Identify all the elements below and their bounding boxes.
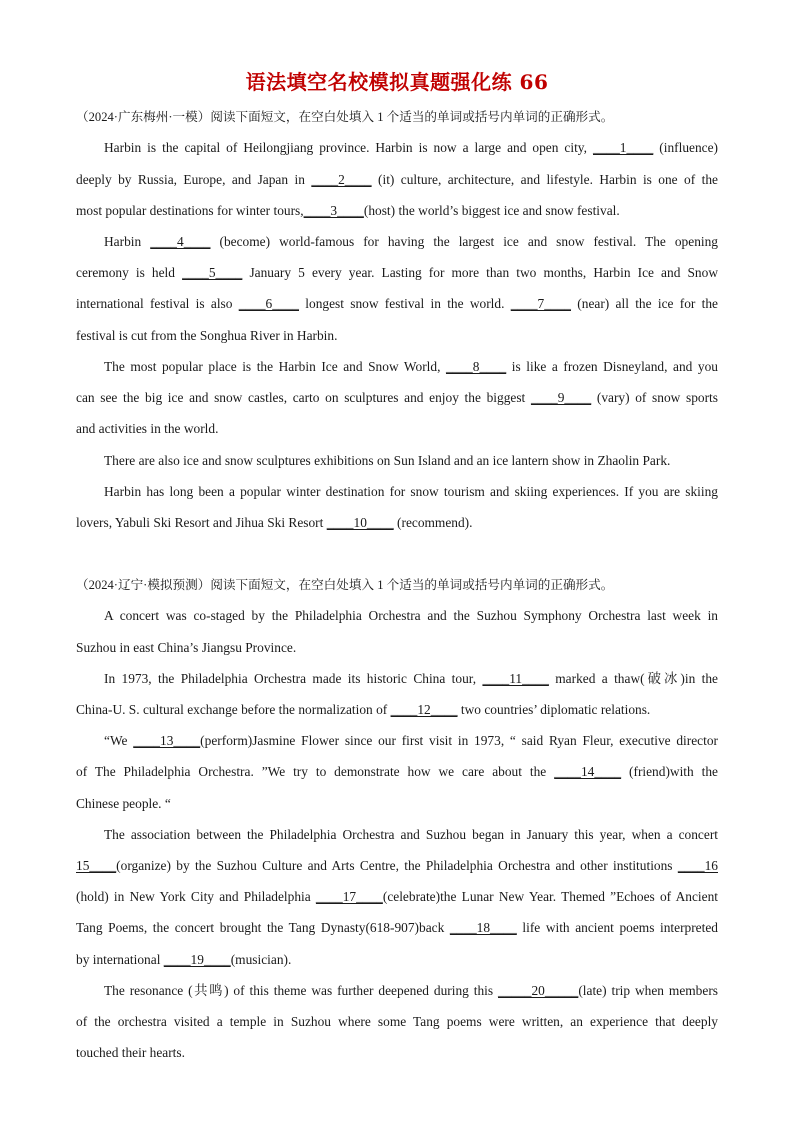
answer-blank[interactable]: ____13____	[133, 733, 201, 748]
passage-text: marked a thaw(破冰)in the	[548, 671, 718, 686]
passage-text: most popular destinations for winter tours,	[76, 203, 304, 218]
answer-blank[interactable]: ____12____	[390, 702, 458, 717]
passage-text: Suzhou in east China’s Jiangsu Province.	[76, 640, 297, 655]
passage-text: Chinese people. “	[76, 796, 171, 811]
passage-text: deeply by Russia, Europe, and Japan in	[76, 172, 312, 187]
text-line	[76, 856, 718, 876]
passage-text: lovers, Yabuli Ski Resort and Jihua Ski Resort	[76, 515, 327, 530]
passage-text: longest snow festival in the world.	[299, 296, 511, 311]
text-line	[76, 794, 718, 814]
passage-text: Harbin has long been a popular winter destination for snow tourism and skiing experiences. If you are skiing	[104, 484, 718, 499]
passage-text: of The Philadelphia Orchestra. ”We try to demonstrate how we care about the	[76, 764, 555, 779]
answer-blank[interactable]: ____7____	[510, 296, 571, 311]
text-line	[76, 388, 718, 408]
passage-text: (vary) of snow sports	[591, 390, 718, 405]
answer-blank[interactable]: ____10____	[326, 515, 394, 530]
passage-text: touched their hearts.	[76, 1045, 185, 1060]
section-instruction: （2024·广东梅州·一模）阅读下面短文，在空白处填入 1 个适当的单词或括号内单词的正确形式。	[76, 110, 614, 124]
text-line	[104, 606, 718, 626]
passage-text: Harbin	[104, 234, 151, 249]
passage-text: is like a frozen Disneyland, and you	[506, 359, 718, 374]
text-line	[76, 887, 718, 907]
answer-blank[interactable]: ____8____	[445, 359, 507, 374]
passage-text: (influence)	[653, 140, 719, 155]
passage-text: (musician).	[230, 952, 292, 967]
answer-blank[interactable]: 15____	[76, 858, 117, 873]
section-instruction: （2024·辽宁·模拟预测）阅读下面短文，在空白处填入 1 个适当的单词或括号内单词的正确形式。	[76, 578, 614, 592]
passage-text: (hold) in New York City and Philadelphia	[76, 889, 316, 904]
passage-text: life with ancient poems interpreted	[516, 920, 718, 935]
text-line	[104, 451, 718, 471]
passage-text: There are also ice and snow sculptures exhibitions on Sun Island and an ice lantern show in Zhaolin Park.	[104, 453, 671, 468]
answer-blank[interactable]: ____2____	[311, 172, 372, 187]
passage-text: festival is cut from the Songhua River in Harbin.	[76, 328, 338, 343]
passage-text: (perform)Jasmine Flower since our first visit in 1973, “ said Ryan Fleur, executive director	[200, 733, 718, 748]
passage-text: A concert was co-staged by the Philadelphia Orchestra and the Suzhou Symphony Orchestra last week in	[104, 608, 718, 623]
text-line	[76, 326, 718, 346]
answer-blank[interactable]: ____1____	[593, 140, 654, 155]
answer-blank[interactable]: ____6____	[238, 296, 299, 311]
text-line	[76, 918, 718, 938]
passage-text: In 1973, the Philadelphia Orchestra made its historic China tour,	[104, 671, 483, 686]
passage-text: can see the big ice and snow castles, carto on sculptures and enjoy the biggest	[76, 390, 531, 405]
text-line	[104, 232, 718, 252]
passage-text: Harbin is the capital of Heilongjiang province. Harbin is now a large and open city,	[104, 140, 593, 155]
passage-text: China-U. S. cultural exchange before the normalization of	[76, 702, 391, 717]
text-line	[104, 138, 718, 158]
passage-text: by international	[76, 952, 164, 967]
answer-blank[interactable]: ____16	[677, 858, 718, 873]
text-line	[104, 981, 718, 1001]
text-line	[76, 762, 718, 782]
passage-text: Tang Poems, the concert brought the Tang Dynasty(618-907)back	[76, 920, 450, 935]
text-line	[104, 357, 718, 377]
passage-text: and activities in the world.	[76, 421, 219, 436]
passage-text: (become) world-famous for having the largest ice and snow festival. The opening	[210, 234, 718, 249]
text-line	[104, 731, 718, 751]
passage-text: (it) culture, architecture, and lifestyle. Harbin is one of the	[371, 172, 718, 187]
answer-blank[interactable]: ____4____	[150, 234, 211, 249]
text-line	[104, 482, 718, 502]
passage-text: of the orchestra visited a temple in Suzhou where some Tang poems were written, an experience that deeply	[76, 1014, 718, 1029]
text-line	[76, 638, 718, 658]
answer-blank[interactable]: ____19____	[163, 952, 231, 967]
passage-text: (celebrate)the Lunar New Year. Themed ”Echoes of Ancient	[382, 889, 718, 904]
text-line	[76, 201, 718, 221]
passage-text: January 5 every year. Lasting for more than two months, Harbin Ice and Snow	[242, 265, 718, 280]
text-line	[76, 513, 718, 533]
passage-text: “We	[104, 733, 134, 748]
passage-text: (organize) by the Suzhou Culture and Arts Centre, the Philadelphia Orchestra and other institutions	[116, 858, 678, 873]
passage-text: The association between the Philadelphia Orchestra and Suzhou began in January this year, when a concert	[104, 827, 718, 842]
passage-text: ceremony is held	[76, 265, 183, 280]
text-line	[76, 263, 718, 283]
passage-text: two countries’ diplomatic relations.	[457, 702, 651, 717]
text-line	[76, 419, 718, 439]
page-title: 语法填空名校模拟真题强化练 66	[245, 70, 549, 94]
answer-blank[interactable]: ____18____	[449, 920, 517, 935]
passage-text: (recommend).	[393, 515, 473, 530]
text-line	[76, 1043, 718, 1063]
passage-text: international festival is also	[76, 296, 239, 311]
text-line	[76, 294, 718, 314]
passage-text: (friend)with the	[621, 764, 718, 779]
text-line	[76, 1012, 718, 1032]
text-line	[76, 700, 718, 720]
answer-blank[interactable]: ____17____	[315, 889, 383, 904]
answer-blank[interactable]: ____3____	[303, 203, 364, 218]
answer-blank[interactable]: ____5____	[182, 265, 243, 280]
answer-blank[interactable]: ____11____	[482, 671, 549, 686]
passage-text: (near) all the ice for the	[571, 296, 718, 311]
passage-text: (host) the world’s biggest ice and snow festival.	[363, 203, 620, 218]
text-line	[76, 950, 718, 970]
text-line	[104, 825, 718, 845]
passage-text: The most popular place is the Harbin Ice and Snow World,	[104, 359, 446, 374]
text-line	[104, 669, 718, 689]
answer-blank[interactable]: ____9____	[530, 390, 592, 405]
passage-text: The resonance (共鸣) of this theme was further deepened during this	[104, 983, 498, 998]
text-line	[76, 170, 718, 190]
answer-blank[interactable]: _____20_____	[498, 983, 579, 998]
answer-blank[interactable]: ____14____	[554, 764, 622, 779]
passage-text: (late) trip when members	[578, 983, 718, 998]
